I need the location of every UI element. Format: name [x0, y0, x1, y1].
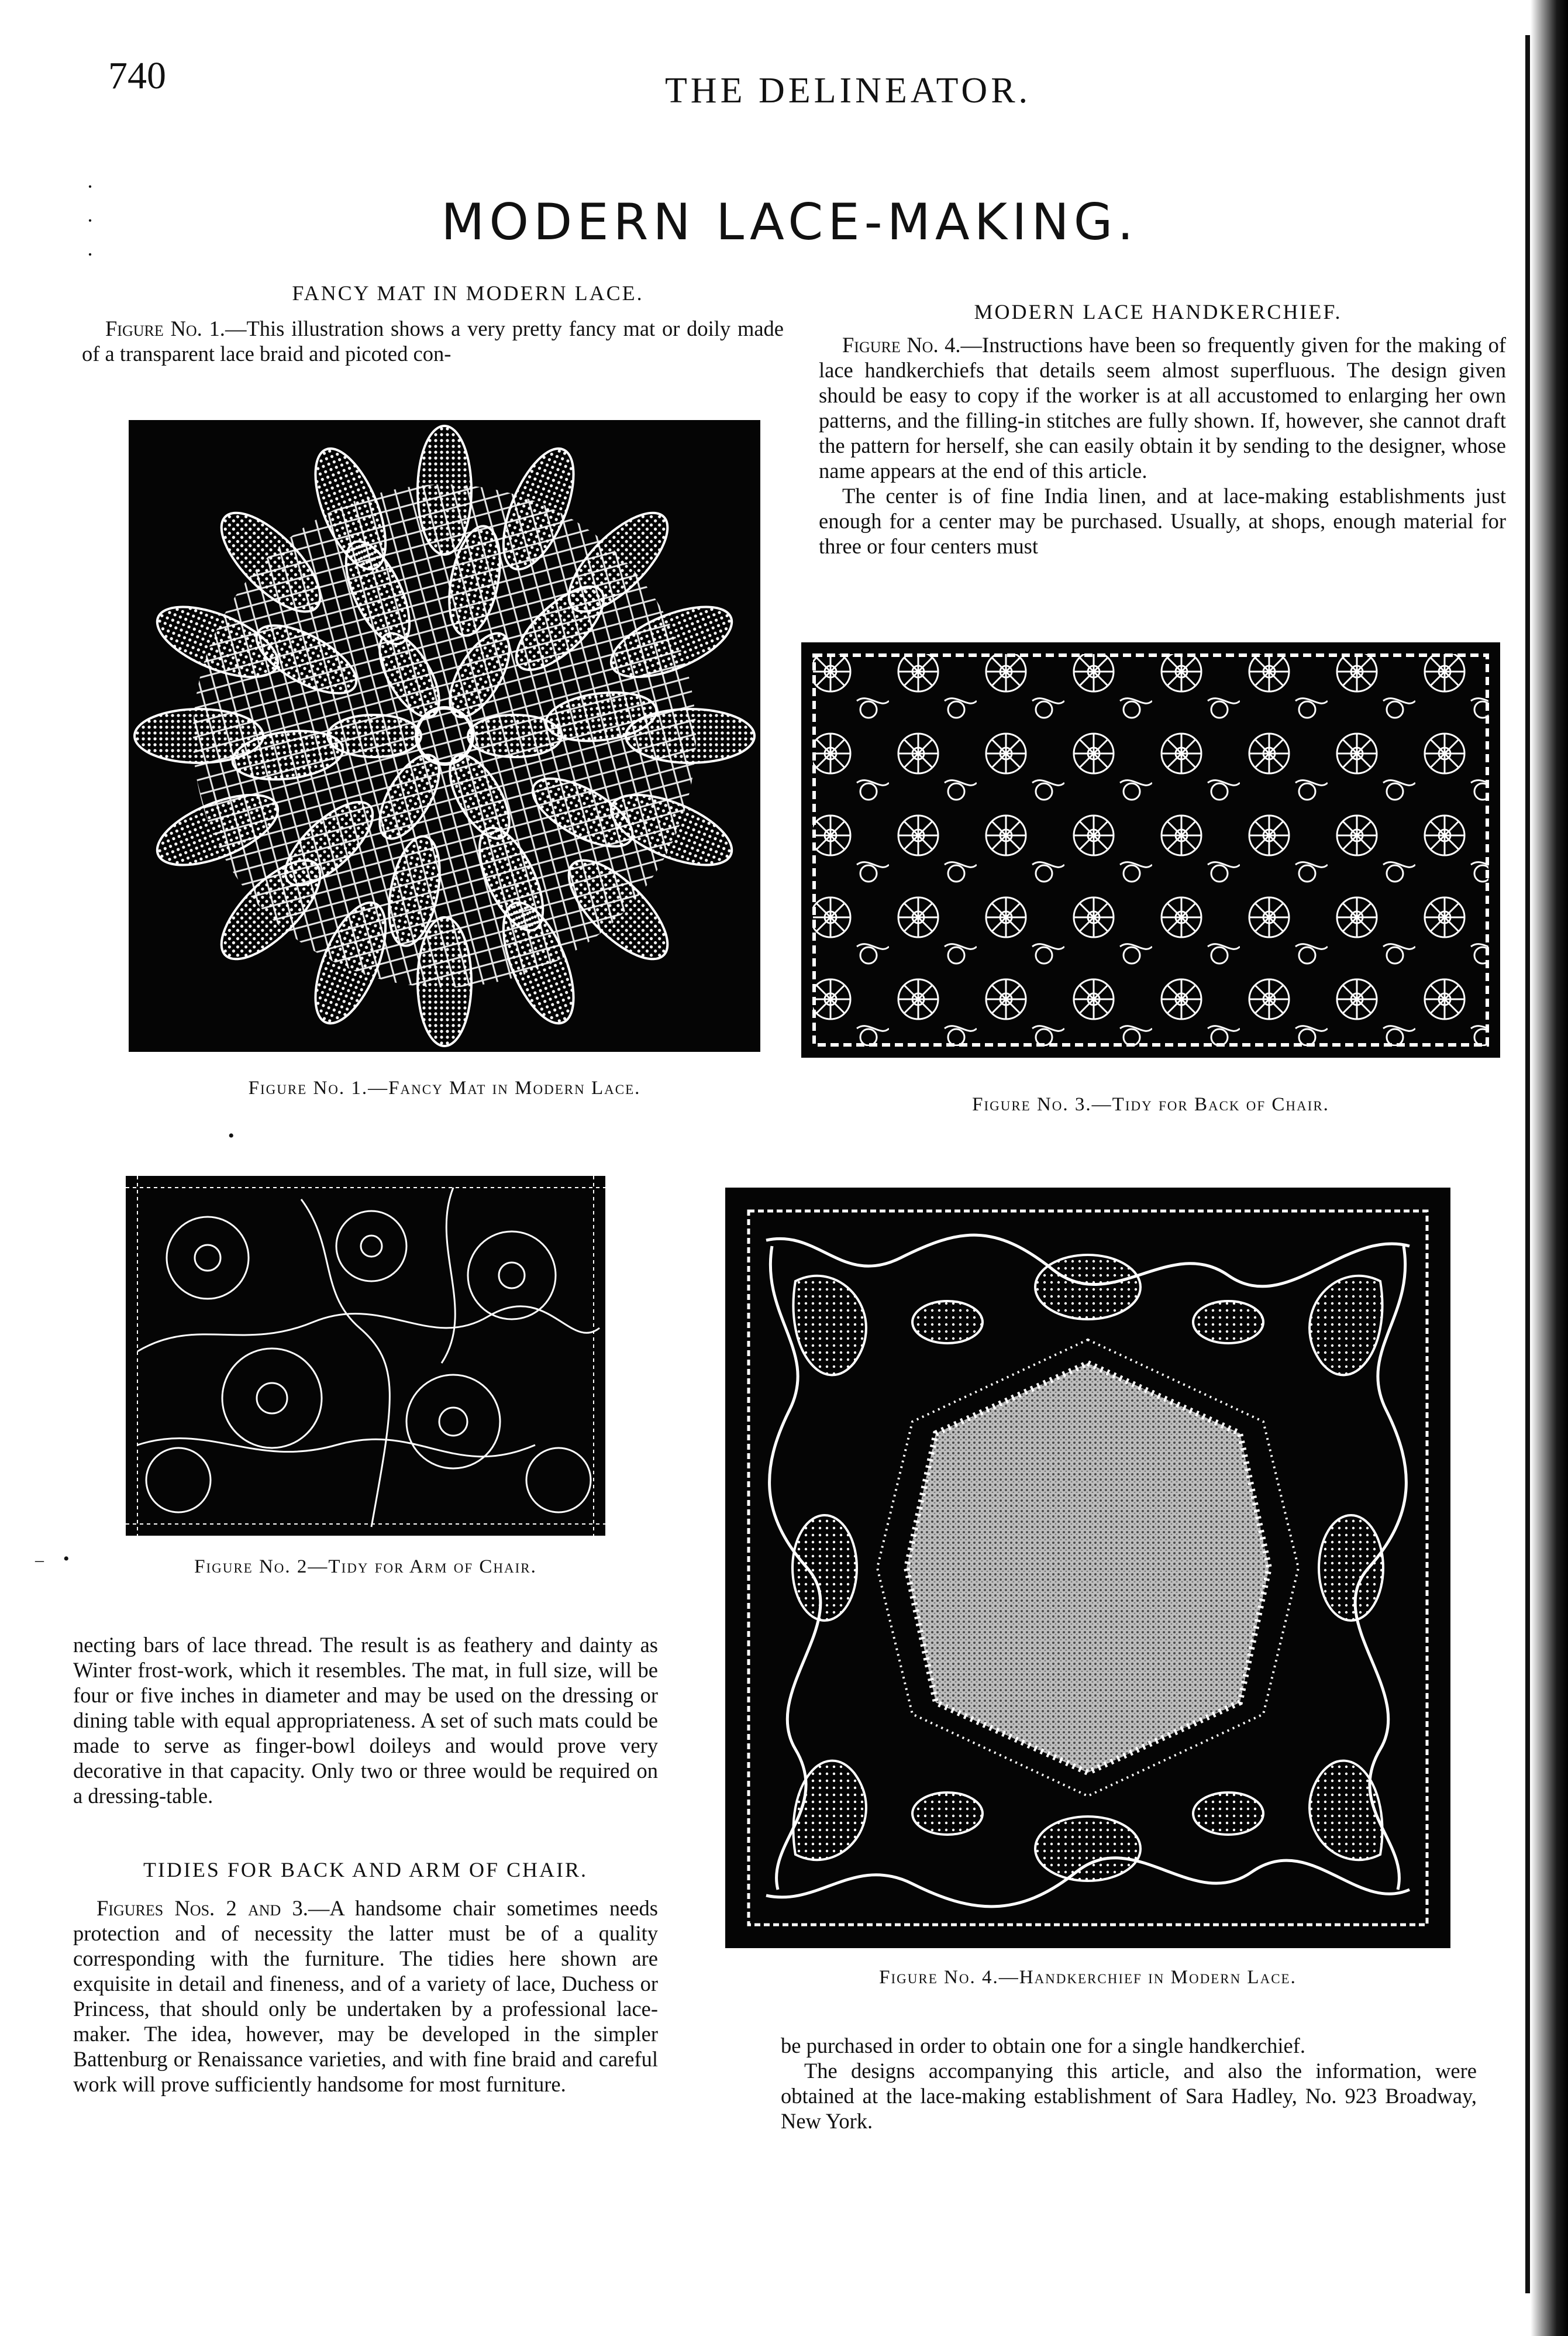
stray-mark: • — [63, 1549, 70, 1568]
figure-1-fancy-mat — [129, 420, 760, 1052]
handkerchief-continued-1: be purchased in order to obtain one for a single handkerchief. — [781, 2034, 1305, 2058]
handkerchief-heading: MODERN LACE HANDKERCHIEF. — [974, 300, 1342, 324]
page-edge-shadow — [1531, 0, 1568, 2336]
handkerchief-paragraph-1: —Instructions have been so frequently given for the making of lace handkerchiefs that details seem almost superfluous. The design given should be easy to copy if the worker is at all accustomed to enlarging her own patterns, and the filling-in stitches are fully shown. If, however, she cannot draft the pattern for herself, she can easily obtain it by sending to the designer, whose name appears at the end of this article. — [819, 333, 1507, 483]
fancy-mat-intro-text: —This illustration shows a very pretty fancy mat or doily made of a transparent lace braid and picoted con- — [82, 316, 784, 366]
figure-2-tidy-arm — [126, 1176, 605, 1536]
tidies-paragraph — [73, 1895, 658, 2097]
tidies-paragraph-text: —A handsome chair sometimes needs protection and of necessity the latter must be of a quality corresponding with the furniture. The tidies here shown are exquisite in detail and fineness, and of a variety of lace, Duchess or Princess, that should only be undertaken by a professional lace-maker. The idea, however, may be developed in the simpler Battenburg or Renaissance varieties, and with fine braid and careful work will prove sufficiently handsome for most furniture. — [73, 1896, 658, 2096]
figure-4-caption: Figure No. 4.—Handkerchief in Modern Lace. — [879, 1967, 1297, 1988]
tidies-heading: TIDIES FOR BACK AND ARM OF CHAIR. — [143, 1858, 588, 1881]
margin-dots: · · · — [87, 175, 94, 266]
handkerchief-continued-2: The designs accompanying this article, and also the information, were obtained at the lace-making establishment of Sara Hadley, No. 923 Broadway, New York. — [781, 2059, 1477, 2133]
handkerchief-intro — [819, 332, 1506, 559]
stray-mark: • — [228, 1126, 235, 1145]
figure-4-handkerchief — [725, 1188, 1450, 1948]
handkerchief-lead: Figure No. 4. — [842, 333, 961, 357]
figure-2-caption: Figure No. 2—Tidy for Arm of Chair. — [194, 1556, 537, 1577]
page-number: 740 — [108, 54, 166, 97]
stray-mark: – — [35, 1550, 44, 1570]
handkerchief-continued — [781, 2033, 1477, 2134]
handkerchief-paragraph-2: The center is of fine India linen, and at lace-making establishments just enough for a center may be purchased. Usually, at shops, enough material for three or four centers must — [819, 484, 1506, 558]
fancy-mat-lead: Figure No. 1. — [105, 316, 225, 340]
figure-3-tidy-back — [801, 642, 1500, 1058]
page-edge-line — [1525, 35, 1530, 2293]
magazine-title: THE DELINEATOR. — [664, 71, 1032, 111]
fancy-mat-continued: necting bars of lace thread. The result is as feathery and dainty as Winter frost-work, which it resembles. The mat, in full size, will be four or five inches in diameter and may be used on the dressing or dining table with equal appropriateness. A set of such mats could be made to serve as finger-bowl doileys and would prove very decorative in that capacity. Only two or three would be required on a dressing-table. — [73, 1633, 658, 1808]
article-title: MODERN LACE-MAKING. — [441, 193, 1138, 252]
fancy-mat-heading: FANCY MAT IN MODERN LACE. — [292, 281, 644, 305]
fancy-mat-intro — [82, 316, 784, 366]
figure-1-caption: Figure No. 1.—Fancy Mat in Modern Lace. — [248, 1078, 641, 1099]
tidies-lead: Figures Nos. 2 and 3. — [97, 1896, 308, 1920]
figure-3-caption: Figure No. 3.—Tidy for Back of Chair. — [972, 1094, 1329, 1115]
